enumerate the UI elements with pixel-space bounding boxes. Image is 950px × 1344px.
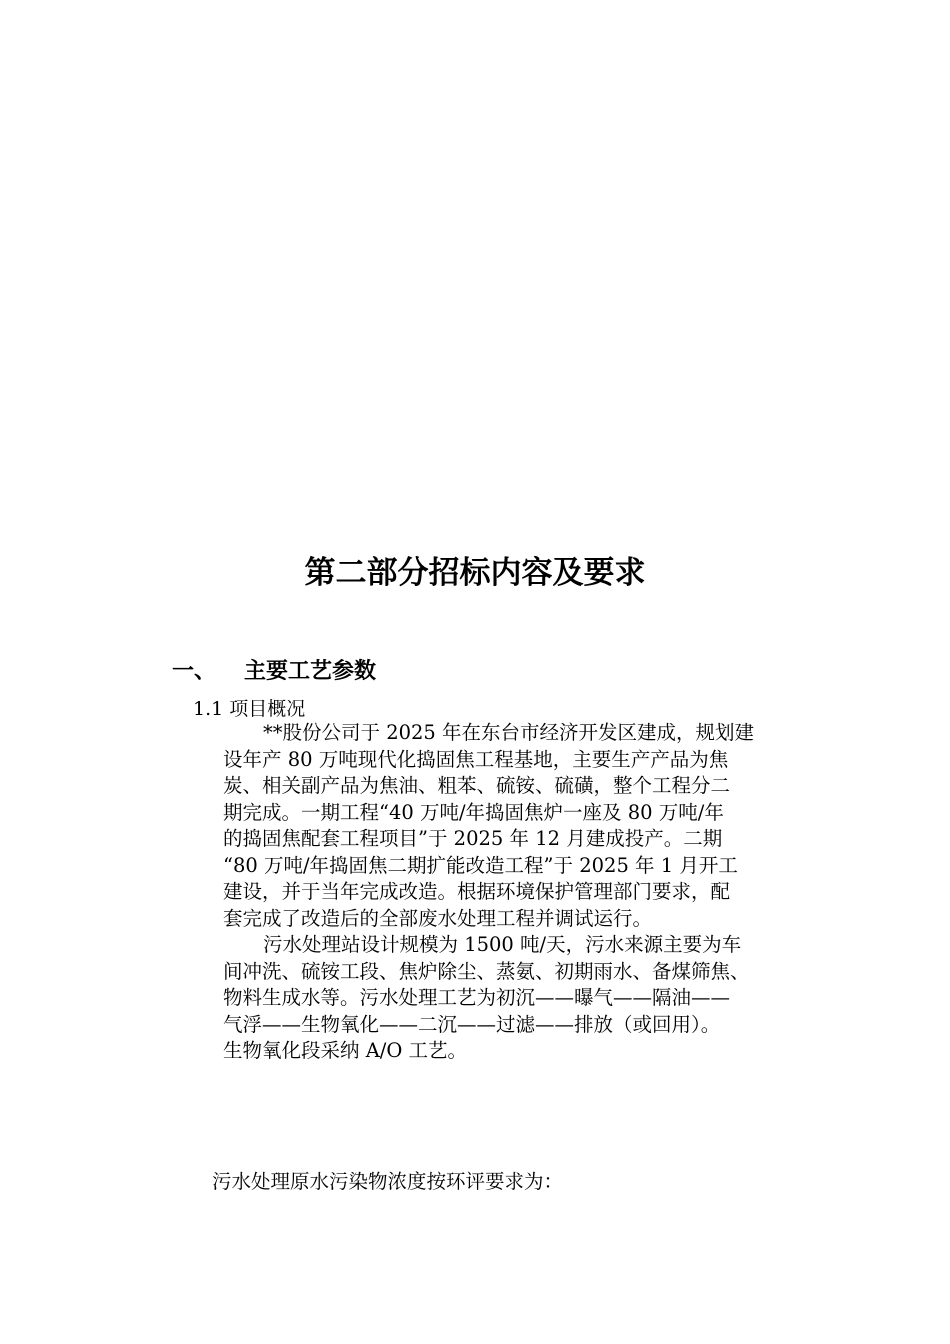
paragraph-line: 设年产 80 万吨现代化捣固焦工程基地，主要生产产品为焦 [223, 747, 729, 771]
paragraph-line: “80 万吨/年捣固焦二期扩能改造工程”于 2025 年 1 月开工 [223, 853, 738, 877]
paragraph-line: 建设，并于当年完成改造。根据环境保护管理部门要求，配 [223, 880, 731, 903]
body-text [223, 720, 823, 1065]
paragraph-line: 间冲洗、硫铵工段、焦炉除尘、蒸氨、初期雨水、备煤筛焦、 [223, 959, 750, 983]
paragraph-line: 污水处理站设计规模为 1500 吨/天，污水来源主要为车 [263, 933, 742, 956]
part-title: 第二部分招标内容及要求 [304, 555, 646, 591]
paragraph-line: 套完成了改造后的全部废水处理工程并调试运行。 [223, 906, 653, 930]
paragraph-line: 期完成。一期工程“40 万吨/年捣固焦炉一座及 80 万吨/年 [223, 800, 724, 824]
section-heading [172, 655, 376, 687]
subsection-heading: 1.1 项目概况 [193, 698, 306, 720]
paragraph-line: 炭、相关副产品为焦油、粗苯、硫铵、硫磺，整个工程分二 [223, 774, 731, 797]
closing-line: 污水处理原水污染物浓度按环评要求为： [212, 1170, 564, 1193]
paragraph-line: 气浮——生物氧化——二沉——过滤——排放（或回用）。 [223, 1012, 721, 1036]
paragraph-line: 的捣固焦配套工程项目”于 2025 年 12 月建成投产。二期 [223, 827, 723, 850]
paragraph-line: **股份公司于 2025 年在东台市经济开发区建成，规划建 [263, 721, 755, 744]
paragraph-line: 物料生成水等。污水处理工艺为初沉——曝气——隔油—— [223, 986, 731, 1009]
section-number: 一、 [172, 658, 217, 684]
section-title: 主要工艺参数 [244, 658, 377, 684]
paragraph-line: 生物氧化段采纳 A/O 工艺。 [223, 1039, 468, 1062]
